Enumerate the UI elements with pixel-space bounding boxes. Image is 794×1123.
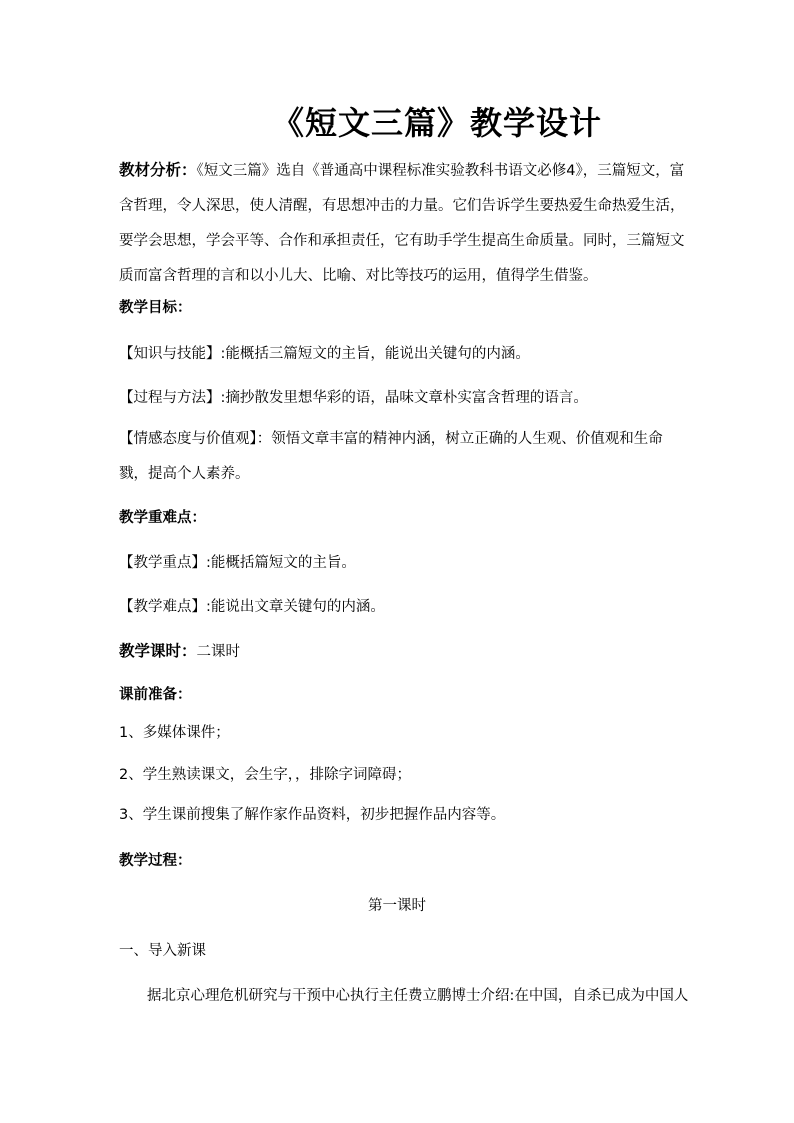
prep-item: 2、学生熟读课文，会生字，，排除字词障碍；: [119, 767, 411, 783]
prep-heading: 课前准备：: [119, 687, 192, 703]
goal-knowledge: 【知识与技能】:能概括三篇短文的主旨，能说出关键句的内涵。: [119, 346, 530, 362]
goal-process: 【过程与方法】:摘抄散发里想华彩的语，晶味文章朴实富含哲理的语言。: [119, 390, 588, 406]
analysis-label: 教材分析：: [119, 161, 197, 179]
body-paragraph: 据北京心理危机研究与干预中心执行主任费立鹏博士介绍:在中国，自杀已成为中国人: [147, 988, 689, 1004]
goals-heading: 教学目标：: [119, 300, 192, 316]
hours-label: 教学课时：: [119, 642, 197, 660]
goal-emotion: 【情感态度与价值观】：领悟文章丰富的精神内涵，树立正确的人生观、价值观和生命戮，提高个人素养。: [119, 431, 663, 482]
process-heading: 教学过程：: [119, 853, 192, 869]
prep-item: 3、学生课前搜集了解作家作品资料，初步把握作品内容等。: [119, 807, 506, 823]
key-point: 【教学重点】:能概括篇短文的主旨。: [119, 555, 356, 571]
prep-item: 1、多媒体课件；: [119, 725, 230, 741]
difficult-point: 【教学难点】:能说出文章关键句的内涵。: [119, 599, 385, 615]
hours-line: [119, 639, 240, 661]
hours-value: 二课时: [196, 644, 241, 660]
document-title: 《短文三篇》教学设计: [272, 104, 603, 142]
section-heading: 一、导入新课: [119, 943, 206, 959]
analysis-paragraph: [119, 153, 691, 294]
lesson-title: 第一课时: [368, 898, 426, 914]
analysis-text: 《短文三篇》选自《普通高中课程标准实验教科书语文必修4》，三篇短文，富含哲理，令人深思，使人清醒，有思想冲击的力量。它们告诉学生要热爱生命热爱生活，要学会思想，学会平等、合作和承担责任，它有助手学生提高生命质量。同时，三篇短文质而富含哲理的言和以小儿大、比喻、对比等技巧的运用，值得学生借鉴。: [119, 163, 685, 284]
key-points-heading: 教学重难点：: [119, 510, 206, 526]
